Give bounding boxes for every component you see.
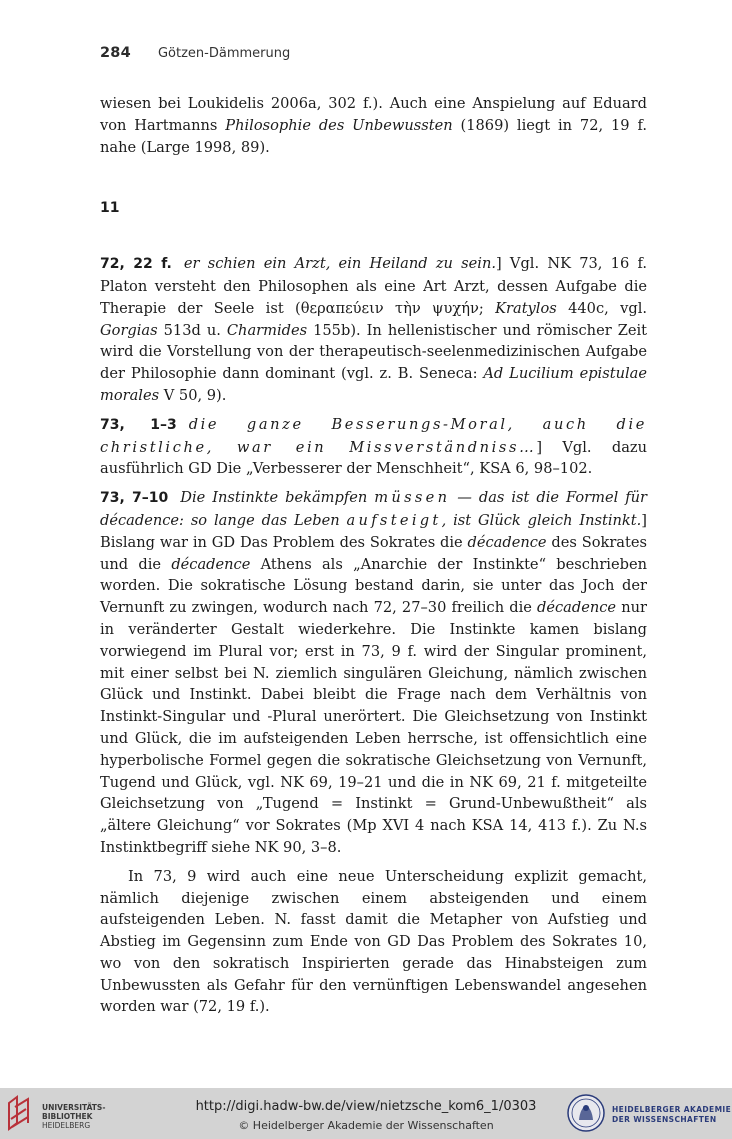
term-decadence: décadence xyxy=(537,599,617,617)
work-gorgias: Gorgias xyxy=(100,321,158,339)
entry-reference: 73, 1–3 xyxy=(100,416,177,433)
book-title-hartmann: Philosophie des Unbewussten xyxy=(225,116,453,134)
entry-text: nur in veränderter Gestalt wiederkehre. Die Instinkte kamen bislang vorwiegend im Plural vor; erst in 73, 9 f. wird der Singular prominent, mit einer selbst bei N. ziemlich singulären Gleichung, nämlich zwischen Glück und Instinkt. Dabei bleibt die Frage nach dem Verhältnis von Instinkt-Singular und -Plural unerörtert. Die Gleichsetzung von Instinkt und Glück, die im aufsteigenden Leben herrsche, ist offensichtlich eine hyperbolische Formel gegen die sokratische Gleichsetzung von Vernunft, Tugend und Glück, vgl. NK 69, 19–21 und die in NK 69, 21 f. mitgeteilte Gleichsetzung von „Tugend = Instinkt = Grund-Unbewußtheit“ als „ältere Gleichung“ vor Sokrates (Mp XVI 4 nach KSA 14, 413 f.). Zu N.s Instinktbegriff siehe NK 90, 3–8. xyxy=(100,599,647,856)
section-number: 11 xyxy=(100,200,120,217)
copyright-notice: © Heidelberger Akademie der Wissenschaften xyxy=(238,1119,494,1132)
entry-73-7 xyxy=(100,487,647,859)
running-header xyxy=(100,42,660,66)
entry-lemma-emphasis: aufsteigt xyxy=(346,511,442,529)
entry-lemma-emphasis: müssen xyxy=(374,489,451,507)
entry-text: ] Bislang war in GD Das Problem des Sokrates die xyxy=(100,511,647,551)
ub-line: HEIDELBERG xyxy=(42,1121,91,1130)
academy-line: HEIDELBERGER AKADEMIE xyxy=(612,1105,732,1114)
term-decadence: décadence xyxy=(171,555,251,573)
paragraph-ascent-descent: In 73, 9 wird auch eine neue Unterscheidung explizit gemacht, nämlich diejenige zwischen einem absteigenden und einem aufsteigenden Leben. N. fasst damit die Metapher von Aufstieg und Abstieg im Gegensinn zum Ende von GD Das Problem des Sokrates 10, wo von den sokratisch Inspirierten gerade das Hinabsteigen zum Unbewussten als Gefahr für den vernünftigen Lebenswandel angesehen worden war (72, 19 f.). xyxy=(100,867,647,1016)
entry-text: ] Vgl. NK 73, 16 f. Platon versteht den Philosophen als eine Art Arzt, dessen Aufgabe die Therapie der Seele ist (θεραπεύειν τὴν ψυχήν; xyxy=(100,255,647,317)
ub-line: BIBLIOTHEK xyxy=(42,1112,93,1121)
work-seneca: Ad Lucilium epistulae morales xyxy=(100,365,647,404)
permalink-url[interactable]: http://digi.hadw-bw.de/view/nietzsche_kom6_1/0303 xyxy=(195,1099,537,1114)
entry-73-1 xyxy=(100,414,647,480)
term-decadence: décadence xyxy=(467,533,547,551)
work-kratylos: Kratylos xyxy=(495,299,557,317)
intro-text: wiesen bei Loukidelis 2006a, 302 f.). Auch eine Anspielung auf Eduard von Hartmanns xyxy=(100,95,647,134)
entry-lemma: Die Instinkte bekämpfen xyxy=(180,489,375,507)
entry-text: 440c, vgl. xyxy=(556,299,648,317)
academy-logo[interactable] xyxy=(566,1093,732,1135)
entry-reference: 72, 22 f. xyxy=(100,256,172,273)
commentary-body xyxy=(100,93,647,1018)
entry-lemma: , ist Glück gleich Instinkt. xyxy=(441,511,642,529)
entry-text: V 50, 9). xyxy=(159,386,227,404)
academy-wordmark xyxy=(612,1105,731,1124)
entry-text: ] Vgl. dazu ausführlich GD Die „Verbesserer der Menschheit“, KSA 6, 98–102. xyxy=(100,438,647,478)
footer-bar xyxy=(0,1088,732,1139)
entry-text: Athens als „Anarchie der Instinkte“ beschrieben worden. Die sokratische Lösung bestand darin, sie unter das Joch der Vernunft zu zwingen, wodurch nach 72, 27–30 freilich die xyxy=(100,555,647,617)
work-charmides: Charmides xyxy=(226,321,308,339)
page-number: 284 xyxy=(100,45,131,61)
entry-text: des Sokrates und die xyxy=(100,533,648,573)
entry-lemma: er schien ein Arzt, ein Heiland zu sein. xyxy=(183,255,496,273)
entry-lemma: die ganze Besserungs-Moral, auch die christliche, war ein Missverständniss… xyxy=(100,415,647,456)
ub-line: UNIVERSITÄTS- xyxy=(42,1103,106,1112)
entry-lemma: — das ist die Formel für décadence: so lange das Leben xyxy=(100,489,647,529)
running-title: Götzen-Dämmerung xyxy=(157,46,291,61)
intro-text-end: (1869) liegt in 72, 19 f. nahe (Large 1998, 89). xyxy=(100,116,647,156)
entry-72-22 xyxy=(100,253,647,407)
entry-text: 513d u. xyxy=(157,321,227,339)
intro-paragraph xyxy=(100,93,647,158)
academy-line: DER WISSENSCHAFTEN xyxy=(612,1114,717,1124)
academy-seal-icon xyxy=(566,1093,606,1133)
entry-text: 155b). In hellenistischer und römischer Zeit wird die Vorstellung von der therapeutisch-seelenmedizinischen Aufgabe der Philosophie dann dominant (vgl. z. B. Seneca: xyxy=(100,321,648,383)
entry-reference: 73, 7–10 xyxy=(100,490,169,507)
